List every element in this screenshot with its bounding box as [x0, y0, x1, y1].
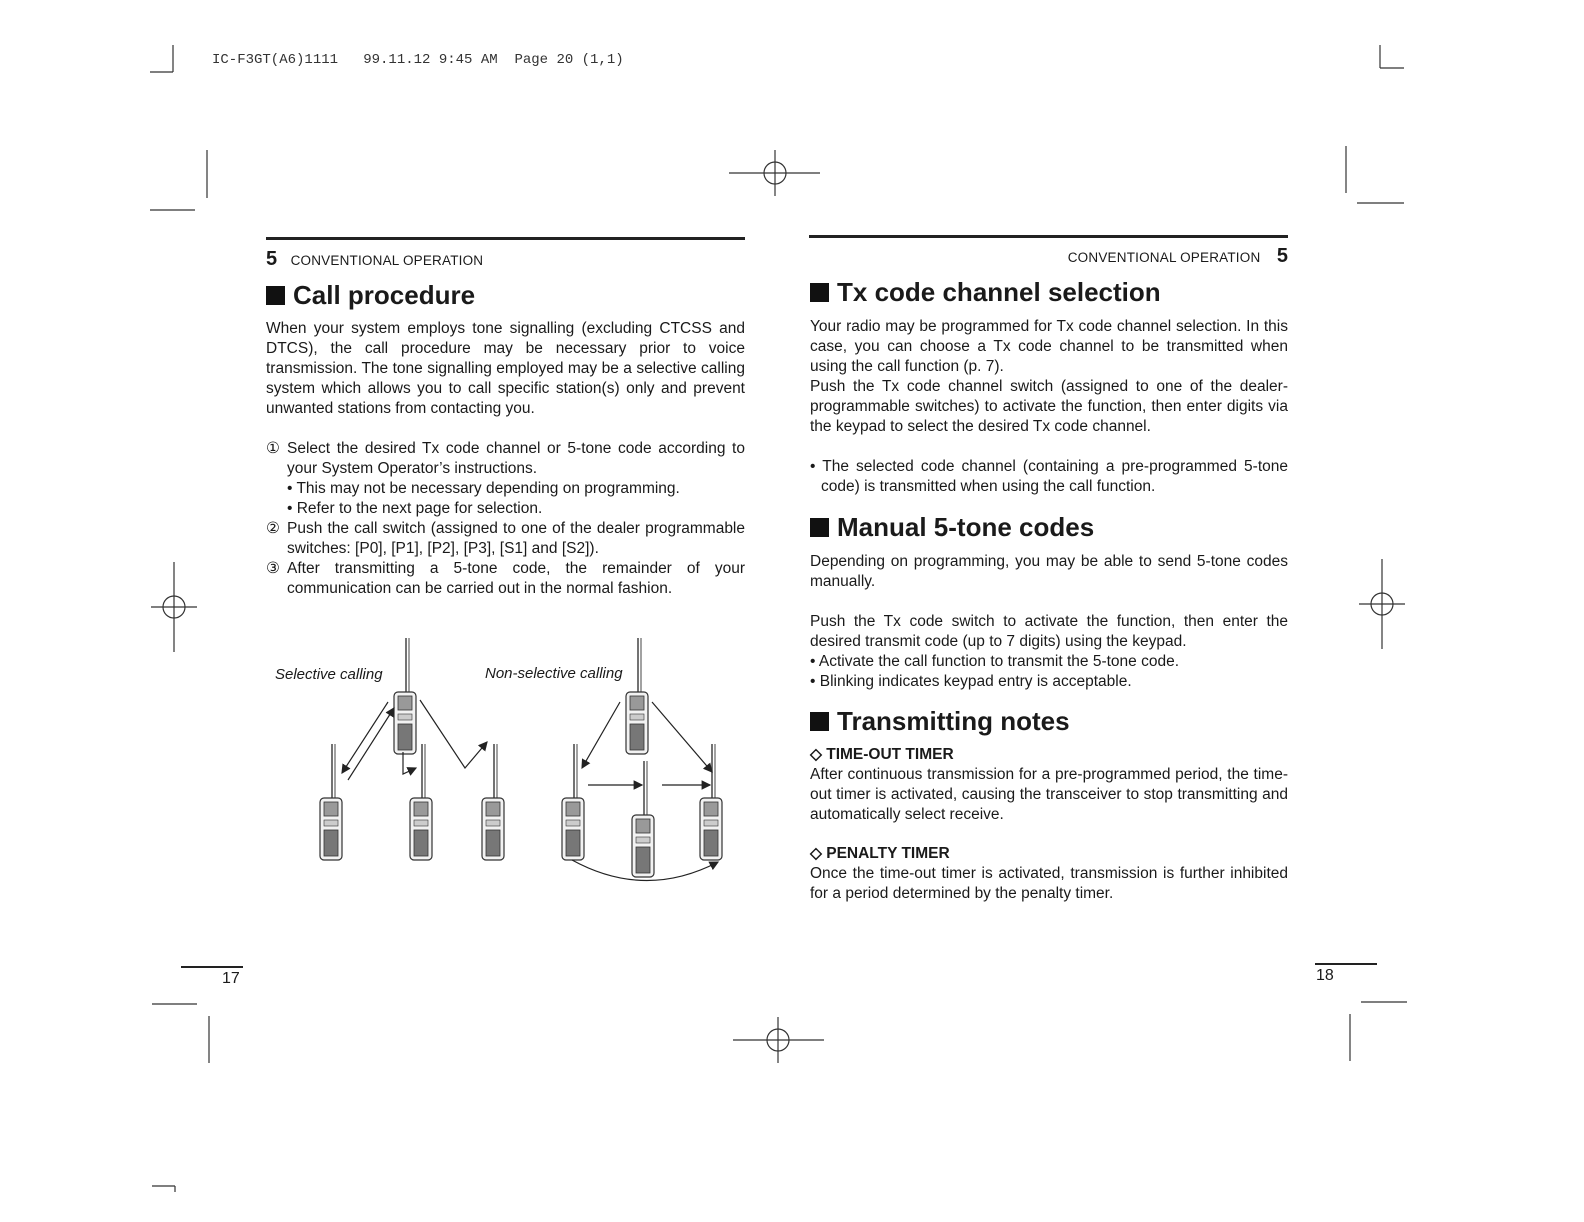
- radio-icon: [562, 744, 584, 860]
- step-number: ③: [266, 560, 280, 577]
- running-header-right: [1068, 245, 1288, 268]
- step-sub-2: • Refer to the next page for selection.: [287, 500, 543, 517]
- section-title: CONVENTIONAL OPERATION: [1067, 250, 1261, 265]
- heading-manual-5-tone: Manual 5-tone codes: [810, 512, 1094, 543]
- heading-square-icon: [266, 286, 285, 305]
- label-non-selective-calling: Non-selective calling: [485, 665, 623, 682]
- step-text: Select the desired Tx code channel or 5-tone code according to your System Operator’s instructions.: [287, 440, 745, 477]
- call-procedure-intro: When your system employs tone signalling (excluding CTCSS and DTCS), the call procedure may be necessary prior to voice transmission. The tone signalling employed may be a selective calling system which allows you to call specific station(s) only and prevent unwanted stations from contacting you.: [266, 320, 745, 417]
- section-title: CONVENTIONAL OPERATION: [290, 253, 484, 268]
- step-text: Push the call switch (assigned to one of the dealer programmable switches: [P0], [P1], [P2], [P3], [S1] and [S2]).: [287, 520, 745, 557]
- manual-bullet-2: • Blinking indicates keypad entry is acceptable.: [810, 673, 1132, 690]
- radio-icon: [632, 761, 654, 877]
- calling-diagram: [300, 630, 740, 890]
- footer-rule-right: [1315, 963, 1377, 965]
- timeout-timer-text: After continuous transmission for a pre-programmed period, the time-out timer is activated, causing the transceiver to stop transmitting and automatically select receive.: [810, 766, 1288, 823]
- page-number-right: 18: [1316, 967, 1334, 984]
- step-sub-1: • This may not be necessary depending on programming.: [287, 480, 680, 497]
- header-rule-right: [809, 235, 1288, 238]
- manual-para-1: Depending on programming, you may be able to send 5-tone codes manually.: [810, 553, 1288, 590]
- penalty-timer-title: ◇ PENALTY TIMER: [810, 845, 950, 862]
- radio-icon: [626, 638, 648, 754]
- heading-call-procedure: Call procedure: [266, 280, 475, 311]
- radio-icon: [410, 744, 432, 860]
- manual-bullet-1: • Activate the call function to transmit the 5-tone code.: [810, 653, 1180, 670]
- step-text: After transmitting a 5-tone code, the remainder of your communication can be carried out in the normal fashion.: [287, 560, 745, 597]
- print-slug: IC-F3GT(A6)1111 99.11.12 9:45 AM Page 20 (1,1): [212, 52, 624, 68]
- tx-code-para-1: Your radio may be programmed for Tx code channel selection. In this case, you can choose a Tx code channel to be transmitted when using the call function (p. 7).: [810, 318, 1288, 375]
- timeout-timer-title: ◇ TIME-OUT TIMER: [810, 746, 954, 763]
- step-1: [266, 439, 745, 519]
- radio-icon: [394, 638, 416, 754]
- manual-para-2: Push the Tx code switch to activate the function, then enter the desired transmit code (up to 7 digits) using the keypad.: [810, 613, 1288, 650]
- tx-code-para-2: Push the Tx code channel switch (assigned to one of the dealer-programmable switches) to activate the function, then enter digits via the keypad to select the desired Tx code channel.: [810, 378, 1288, 435]
- manual-section: [810, 552, 1288, 692]
- steps-list: [266, 439, 745, 599]
- header-rule-left: [266, 237, 745, 240]
- step-number: ①: [266, 440, 280, 457]
- step-3: [266, 559, 745, 599]
- transmitting-section: [810, 745, 1288, 904]
- tx-code-bullet: • The selected code channel (containing a pre-programmed 5-tone code) is transmitted when using the call function.: [810, 458, 1288, 495]
- penalty-timer-text: Once the time-out timer is activated, transmission is further inhibited for a period determined by the penalty timer.: [810, 865, 1288, 902]
- heading-square-icon: [810, 712, 829, 731]
- running-header-left: [266, 248, 483, 271]
- radio-icon: [320, 744, 342, 860]
- label-selective-calling: Selective calling: [275, 666, 383, 683]
- heading-transmitting-notes: Transmitting notes: [810, 706, 1070, 737]
- step-2: [266, 519, 745, 559]
- heading-tx-code-channel: Tx code channel selection: [810, 277, 1161, 308]
- section-number: 5: [266, 248, 278, 270]
- section-number: 5: [1276, 245, 1288, 267]
- radio-icon: [482, 744, 504, 860]
- step-number: ②: [266, 520, 280, 537]
- heading-square-icon: [810, 283, 829, 302]
- heading-square-icon: [810, 518, 829, 537]
- tx-code-section: [810, 317, 1288, 497]
- footer-rule-left: [181, 966, 243, 968]
- page-number-left: 17: [222, 970, 240, 987]
